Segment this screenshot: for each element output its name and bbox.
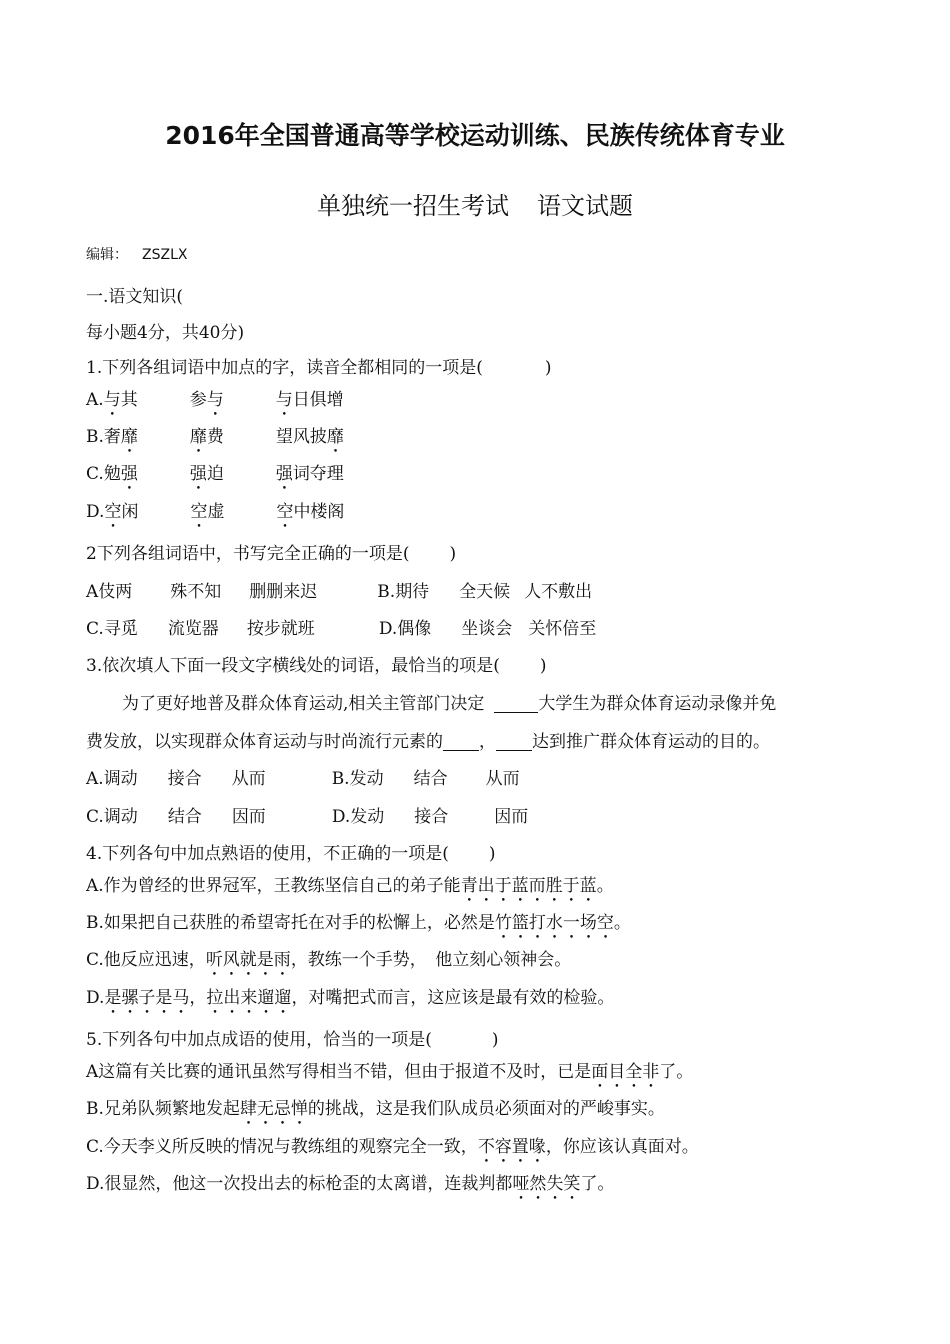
- q5-stem: 5.下列各句中加点成语的使用，恰当的一项是( ): [86, 1030, 499, 1050]
- q2-stem: 2下列各组词语中，书写完全正确的一项是( ): [86, 544, 457, 564]
- fill-blank: [494, 695, 538, 713]
- exam-name: 单独统一招生考试: [317, 192, 509, 220]
- q5-option-c: C.今天李义所反映的情况与教练组的观察完全一致，不容置喙，你应该认真面对。: [86, 1137, 699, 1157]
- q3-options-cd: C.调动 结合 因而 D.发动 接合 因而: [86, 807, 529, 827]
- editor-line: [86, 244, 187, 264]
- q5-option-d: D.很显然，他这一次投出去的标枪歪的太离谱，连裁判都哑然失笑了。: [86, 1174, 615, 1194]
- fill-blank: [496, 733, 532, 751]
- q3-passage-line2: 费发放，以实现群众体育运动与时尚流行元素的 ， 达到推广群众体育运动的目的。: [86, 732, 770, 752]
- q5-option-b: B.兄弟队频繁地发起肆无忌惮的挑战，这是我们队成员必须面对的严峻事实。: [86, 1099, 665, 1119]
- editor-label: 编辑：: [86, 247, 128, 263]
- q4-option-b: B.如果把自己获胜的希望寄托在对手的松懈上，必然是竹篮打水一场空。: [86, 913, 631, 933]
- q3-passage-line1: 为了更好地普及群众体育运动,相关主管部门决定 大学生为群众体育运动录像并免: [122, 694, 777, 714]
- exam-title-line1: 2016年全国普通高等学校运动训练、民族传统体育专业: [165, 121, 785, 150]
- q3-stem: 3.依次填人下面一段文字横线处的词语，最恰当的项是( ): [86, 656, 547, 676]
- q1-option-c: C.勉强 强迫 强词夺理: [86, 464, 344, 484]
- q2-options-cd: C.寻觅 流览器 按步就班 D.偶像 坐谈会 关怀倍至: [86, 619, 597, 639]
- q4-option-a: A.作为曾经的世界冠军，王教练坚信自己的弟子能青出于蓝而胜于蓝。: [86, 876, 614, 896]
- q1-option-d: D.空闲 空虚 空中楼阁: [86, 502, 345, 522]
- section-heading: 一.语文知识(: [86, 287, 184, 307]
- exam-title-line2: [0, 186, 950, 221]
- subject-name: 语文试题: [537, 192, 633, 220]
- editor-value: ZSZLX: [142, 247, 188, 263]
- q2-options-ab: A伎两 殊不知 删删来迟 B.期待 全天候 人不敷出: [86, 582, 593, 602]
- q4-option-c: C.他反应迅速，听风就是雨，教练一个手势， 他立刻心领神会。: [86, 950, 572, 970]
- q1-option-b: B.奢靡 靡费 望风披靡: [86, 427, 344, 447]
- q4-stem: 4.下列各句中加点熟语的使用，不正确的一项是( ): [86, 844, 496, 864]
- section-score: 每小题4分，共40分): [86, 323, 245, 343]
- q5-option-a: A这篇有关比赛的通讯虽然写得相当不错，但由于报道不及时，已是面目全非了。: [86, 1062, 694, 1082]
- q1-option-a: A.与其 参与 与日俱增: [86, 390, 344, 410]
- q4-option-d: D.是骡子是马，拉出来遛遛，对嘴把式而言，这应该是最有效的检验。: [86, 988, 615, 1008]
- q1-stem: 1.下列各组词语中加点的字，读音全都相同的一项是( ): [86, 358, 552, 378]
- q3-options-ab: A.调动 接合 从而 B.发动 结合 从而: [86, 769, 520, 789]
- fill-blank: [443, 733, 479, 751]
